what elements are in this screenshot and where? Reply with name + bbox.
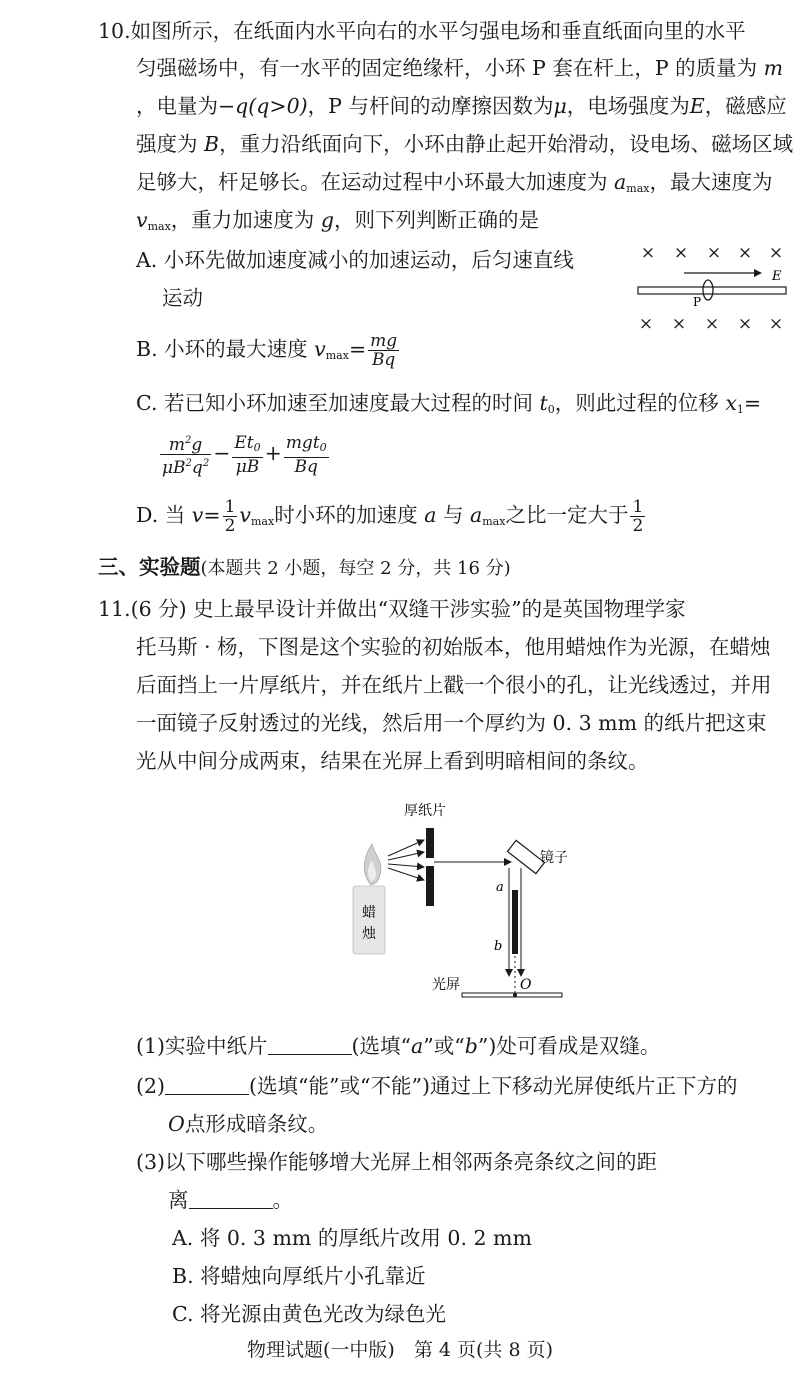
candle-label-2: 烛	[362, 926, 376, 942]
fraction-term-3: $\frac{mgt_0}{Bq}$	[285, 432, 327, 477]
q11-sub-3: (3)以下哪些操作能够增大光屏上相邻两条亮条纹之间的距	[136, 1150, 658, 1174]
light-screen	[462, 993, 562, 997]
section-3-heading: 三、实验题(本题共 2 小题，每空 2 分，共 16 分)	[98, 555, 511, 579]
thick-paper-label: 厚纸片	[404, 803, 446, 819]
fraction-mg-over-bq: $\frac{mg}{Bq}$	[370, 331, 398, 370]
q11-line-3: 后面挡上一片厚纸片，并在纸片上戳一个很小的孔，让光线透过，并用	[136, 673, 772, 697]
q10-stem-line-5: 足够大，杆足够长。在运动过程中小环最大加速度为 $a_{max}$，最大速度为	[136, 170, 773, 195]
fraction-half: $\frac{1}{2}$	[632, 497, 644, 536]
page-footer: 物理试题(一中版) 第 4 页(共 8 页)	[247, 1339, 553, 1361]
q11-sub-3-option-a: A. 将 0. 3 mm 的厚纸片改用 0. 2 mm	[172, 1226, 532, 1250]
q10-stem-line-6: $v_{max}$，重力加速度为 g，则下列判断正确的是	[136, 208, 539, 233]
q11-line-5: 光从中间分成两束，结果在光屏上看到明暗相间的条纹。	[136, 749, 649, 773]
light-ray	[388, 868, 424, 880]
fraction-term-2: $\frac{Et_0}{\mu B}$	[234, 432, 261, 477]
point-o	[513, 993, 517, 997]
q11-sub-1: (1)实验中纸片 (选填“a”或“b”)处可看成是双缝。	[136, 1034, 661, 1058]
answer-blank-2[interactable]	[165, 1072, 249, 1095]
q10-stem-line-1: 10.如图所示，在纸面内水平向右的水平匀强电场和垂直纸面向里的水平	[98, 19, 746, 43]
e-field-arrowhead	[754, 269, 762, 277]
light-ray	[388, 864, 424, 867]
q10-option-a: A. 小环先做加速度减小的加速运动，后匀速直线	[136, 248, 574, 272]
cross-mark: ×	[640, 243, 656, 263]
ring-p	[703, 280, 713, 300]
q10-stem-line-2: 匀强磁场中，有一水平的固定绝缘杆，小环 P 套在杆上，P 的质量为 m	[136, 56, 784, 80]
fraction-term-1: $\frac{m^2g}{\mu B^2q^2}$	[160, 432, 211, 477]
q10-option-c-formula: $\frac{m^2g}{\mu B^2q^2}$ − $\frac{Et_0}{\mu B}$ + $\frac{mgt_0}{Bq}$	[162, 432, 327, 478]
answer-blank-1[interactable]	[268, 1032, 352, 1055]
cross-mark: ×	[737, 314, 753, 334]
fraction-half: $\frac{1}{2}$	[224, 497, 236, 536]
q10-stem-line-4: 强度为 B，重力沿纸面向下，小环由静止起开始滑动，设电场、磁场区域	[136, 132, 794, 156]
q11-line-1: 11.(6 分) 史上最早设计并做出“双缝干涉实验”的是英国物理学家	[98, 597, 686, 621]
cross-mark: ×	[638, 314, 654, 334]
q11-sub-3-option-b: B. 将蜡烛向厚纸片小孔靠近	[172, 1264, 426, 1288]
q11-sub-2-cont: O点形成暗条纹。	[168, 1112, 329, 1136]
screen-label: 光屏	[432, 977, 460, 993]
answer-blank-3[interactable]	[189, 1186, 273, 1209]
q11-line-2: 托马斯 · 杨，下图是这个实验的初始版本，他用蜡烛作为光源，在蜡烛	[136, 635, 771, 659]
cross-mark: ×	[671, 314, 687, 334]
cross-mark: ×	[673, 243, 689, 263]
q10-option-a-cont: 运动	[162, 286, 203, 310]
splitting-paper	[512, 890, 518, 954]
thick-paper-bottom	[426, 866, 434, 906]
cross-mark: ×	[768, 243, 784, 263]
cross-mark: ×	[704, 314, 720, 334]
thick-paper-top	[426, 828, 434, 858]
cross-mark: ×	[768, 314, 784, 334]
q11-sub-2: (2) (选填“能”或“不能”)通过上下移动光屏使纸片正下方的	[136, 1074, 738, 1098]
mirror-label: 镜子	[540, 850, 568, 866]
cross-mark: ×	[737, 243, 753, 263]
p-label: P	[693, 295, 702, 309]
q10-option-d: D. 当 v= $\frac{1}{2}$ $v_{max}$时小环的加速度 a 与 $a_{max}$之比一定大于 $\frac{1}{2}$	[136, 497, 644, 536]
label-o: O	[520, 977, 532, 993]
cross-mark: ×	[706, 243, 722, 263]
insulating-rod	[638, 287, 786, 294]
q10-field-figure	[628, 236, 798, 336]
mirror	[508, 840, 545, 873]
label-a: a	[496, 880, 504, 895]
q11-line-4: 一面镜子反射透过的光线，然后用一个厚约为 0. 3 mm 的纸片把这束	[136, 711, 767, 735]
q10-option-c: C. 若已知小环加速至加速度最大过程的时间 $t_0$，则此过程的位移 $x_1=$	[136, 391, 762, 416]
q10-number: 10.	[98, 19, 131, 43]
q10-option-b: B. 小环的最大速度 $v_{max}=$ $\frac{mg}{Bq}$	[136, 331, 398, 370]
candle-label-1: 蜡	[362, 905, 376, 921]
label-b: b	[494, 939, 503, 954]
double-slit-figure	[350, 800, 570, 1005]
q11-sub-3-cont: 离 。	[168, 1188, 293, 1212]
q11-number: 11.	[98, 597, 131, 621]
q10-stem-line-3: ，电量为−q(q>0)，P 与杆间的动摩擦因数为μ，电场强度为E，磁感应	[136, 94, 787, 118]
q11-sub-3-option-c: C. 将光源由黄色光改为绿色光	[172, 1302, 446, 1326]
e-label: E	[772, 269, 782, 284]
